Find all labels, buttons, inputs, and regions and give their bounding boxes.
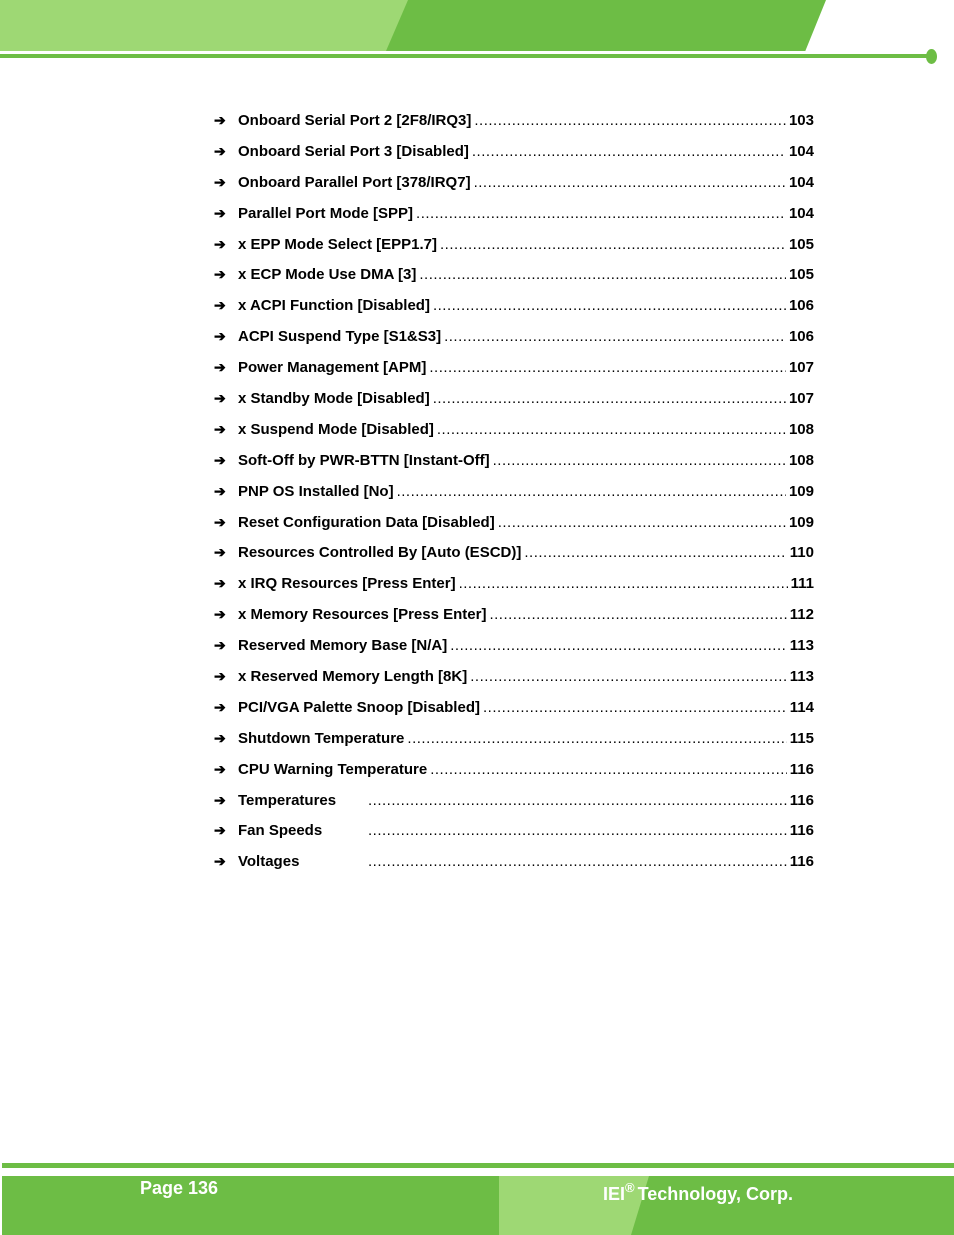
toc-entry-label: Power Management [APM] bbox=[238, 359, 427, 377]
toc-entry-page: 106 bbox=[788, 297, 814, 315]
right-arrow-icon: ➔ bbox=[214, 328, 226, 345]
toc-entry-page: 107 bbox=[788, 390, 814, 408]
toc-entry[interactable] bbox=[214, 143, 814, 174]
toc-entry[interactable] bbox=[214, 112, 814, 143]
toc-entry-label: x EPP Mode Select [EPP1.7] bbox=[238, 235, 437, 253]
dot-leader bbox=[524, 544, 786, 561]
toc-entry[interactable] bbox=[214, 668, 814, 699]
toc-entry-page: 105 bbox=[788, 266, 814, 284]
page-number: Page 136 bbox=[140, 1178, 219, 1198]
right-arrow-icon: ➔ bbox=[214, 513, 226, 530]
toc-entry[interactable] bbox=[214, 421, 814, 452]
right-arrow-icon: ➔ bbox=[214, 822, 226, 839]
dot-leader bbox=[437, 421, 786, 438]
right-arrow-icon: ➔ bbox=[214, 606, 226, 623]
footer-rule bbox=[2, 1163, 954, 1168]
dot-leader bbox=[444, 328, 786, 345]
right-arrow-icon: ➔ bbox=[214, 235, 226, 252]
toc-entry-label: x Memory Resources [Press Enter] bbox=[238, 606, 487, 624]
right-arrow-icon: ➔ bbox=[214, 420, 226, 437]
dot-leader bbox=[368, 853, 787, 870]
right-arrow-icon: ➔ bbox=[214, 390, 226, 407]
toc-entry-label: x Reserved Memory Length [8K] bbox=[238, 668, 468, 686]
dot-leader bbox=[419, 266, 786, 283]
toc-entry-label: x Suspend Mode [Disabled] bbox=[238, 420, 434, 438]
dot-leader bbox=[474, 112, 786, 129]
toc-entry-label: x ACPI Function [Disabled] bbox=[238, 297, 430, 315]
toc-entry-page: 104 bbox=[788, 204, 814, 222]
dot-leader bbox=[450, 637, 787, 654]
right-arrow-icon: ➔ bbox=[214, 668, 226, 685]
right-arrow-icon: ➔ bbox=[214, 266, 226, 283]
toc-entry-page: 113 bbox=[789, 668, 814, 686]
dot-leader bbox=[433, 390, 786, 407]
dot-leader bbox=[470, 668, 787, 685]
toc-entry[interactable] bbox=[214, 359, 814, 390]
toc-entry[interactable] bbox=[214, 483, 814, 514]
dot-leader bbox=[416, 205, 786, 222]
dot-leader bbox=[397, 483, 786, 500]
right-arrow-icon: ➔ bbox=[214, 853, 226, 870]
brand-name: IEI bbox=[603, 1184, 626, 1204]
toc-entry-page: 108 bbox=[788, 451, 814, 469]
dot-leader bbox=[459, 575, 788, 592]
toc-entry-label: CPU Warning Temperature bbox=[238, 760, 428, 778]
toc-entry[interactable] bbox=[214, 297, 814, 328]
header-banner-dark bbox=[386, 0, 826, 51]
toc-entry-label: Reset Configuration Data [Disabled] bbox=[238, 513, 495, 531]
toc-entry[interactable] bbox=[214, 236, 814, 267]
toc-entry-page: 111 bbox=[790, 575, 814, 593]
toc-entry[interactable] bbox=[214, 544, 814, 575]
toc-entry-label: Parallel Port Mode [SPP] bbox=[238, 204, 414, 222]
toc-entry-label: x Standby Mode [Disabled] bbox=[238, 390, 430, 408]
right-arrow-icon: ➔ bbox=[214, 637, 226, 654]
toc-entry-page: 116 bbox=[789, 853, 814, 871]
right-arrow-icon: ➔ bbox=[214, 698, 226, 715]
toc-entry[interactable] bbox=[214, 328, 814, 359]
right-arrow-icon: ➔ bbox=[214, 451, 226, 468]
right-arrow-icon: ➔ bbox=[214, 791, 226, 808]
toc-entry[interactable] bbox=[214, 514, 814, 545]
dot-leader bbox=[407, 730, 786, 747]
toc-entry-page: 104 bbox=[788, 173, 814, 191]
registered-mark: ® bbox=[625, 1180, 635, 1195]
dot-leader bbox=[429, 359, 786, 376]
toc-entry-label: x ECP Mode Use DMA [3] bbox=[238, 266, 417, 284]
dot-leader bbox=[368, 792, 787, 809]
right-arrow-icon: ➔ bbox=[214, 729, 226, 746]
toc-entry[interactable] bbox=[214, 699, 814, 730]
header-banner-light bbox=[0, 0, 420, 51]
right-arrow-icon: ➔ bbox=[214, 575, 226, 592]
right-arrow-icon: ➔ bbox=[214, 760, 226, 777]
toc-entry-page: 112 bbox=[789, 606, 814, 624]
toc-entry-page: 110 bbox=[789, 544, 814, 562]
toc-entry-page: 109 bbox=[788, 482, 814, 500]
toc-entry-label: PCI/VGA Palette Snoop [Disabled] bbox=[238, 698, 480, 716]
toc-entry-page: 109 bbox=[788, 513, 814, 531]
toc-entry[interactable] bbox=[214, 266, 814, 297]
toc-entry[interactable] bbox=[214, 174, 814, 205]
toc-entry-page: 113 bbox=[789, 637, 814, 655]
toc-entry-page: 116 bbox=[789, 791, 814, 809]
dot-leader bbox=[474, 174, 786, 191]
right-arrow-icon: ➔ bbox=[214, 173, 226, 190]
right-arrow-icon: ➔ bbox=[214, 544, 226, 561]
toc-entry-label: Onboard Parallel Port [378/IRQ7] bbox=[238, 173, 471, 191]
dot-leader bbox=[483, 699, 787, 716]
company-name bbox=[603, 1180, 793, 1205]
toc-entry-label: Shutdown Temperature bbox=[238, 729, 405, 747]
toc-entry-label: Resources Controlled By [Auto (ESCD)] bbox=[238, 544, 522, 562]
toc-entry-label: Onboard Serial Port 3 [Disabled] bbox=[238, 142, 469, 160]
toc-entry-page: 116 bbox=[789, 760, 814, 778]
toc-entry[interactable] bbox=[214, 452, 814, 483]
right-arrow-icon: ➔ bbox=[214, 112, 226, 128]
toc-entry-page: 108 bbox=[788, 420, 814, 438]
toc-entry[interactable] bbox=[214, 761, 814, 792]
toc-entry-label: ACPI Suspend Type [S1&S3] bbox=[238, 328, 442, 346]
brand-suffix: Technology, Corp. bbox=[637, 1184, 793, 1204]
toc-entry[interactable] bbox=[214, 606, 814, 637]
toc-entry[interactable] bbox=[214, 792, 814, 823]
toc-entry-label: Soft-Off by PWR-BTTN [Instant-Off] bbox=[238, 451, 490, 469]
dot-leader bbox=[498, 514, 786, 531]
toc-entry[interactable] bbox=[214, 730, 814, 761]
toc-entry[interactable] bbox=[214, 822, 814, 853]
dot-leader bbox=[433, 297, 786, 314]
toc-entry[interactable] bbox=[214, 637, 814, 668]
table-of-contents bbox=[214, 112, 814, 884]
toc-entry-label: Temperatures bbox=[238, 791, 337, 809]
right-arrow-icon: ➔ bbox=[214, 359, 226, 376]
dot-leader bbox=[368, 822, 787, 839]
dot-leader bbox=[430, 761, 787, 778]
toc-entry-label: Fan Speeds bbox=[238, 822, 323, 840]
toc-entry-page: 107 bbox=[788, 359, 814, 377]
toc-entry-page: 115 bbox=[789, 729, 814, 747]
dot-leader bbox=[493, 452, 786, 469]
toc-entry[interactable] bbox=[214, 575, 814, 606]
header-rule bbox=[0, 54, 930, 58]
toc-entry-page: 116 bbox=[789, 822, 814, 840]
toc-entry-label: Reserved Memory Base [N/A] bbox=[238, 637, 448, 655]
toc-entry-label: x IRQ Resources [Press Enter] bbox=[238, 575, 456, 593]
toc-entry-page: 103 bbox=[788, 112, 814, 129]
toc-entry-label: Onboard Serial Port 2 [2F8/IRQ3] bbox=[238, 112, 472, 129]
toc-entry[interactable] bbox=[214, 390, 814, 421]
toc-entry-page: 104 bbox=[788, 142, 814, 160]
toc-entry[interactable] bbox=[214, 205, 814, 236]
toc-entry[interactable] bbox=[214, 853, 814, 884]
header-rule-end-cap bbox=[926, 49, 937, 64]
toc-entry-page: 114 bbox=[789, 698, 814, 716]
toc-entry-page: 105 bbox=[788, 235, 814, 253]
right-arrow-icon: ➔ bbox=[214, 142, 226, 159]
dot-leader bbox=[472, 143, 786, 160]
right-arrow-icon: ➔ bbox=[214, 297, 226, 314]
right-arrow-icon: ➔ bbox=[214, 204, 226, 221]
toc-entry-page: 106 bbox=[788, 328, 814, 346]
toc-entry-label: Voltages bbox=[238, 853, 300, 871]
toc-entry-label: PNP OS Installed [No] bbox=[238, 482, 394, 500]
right-arrow-icon: ➔ bbox=[214, 482, 226, 499]
dot-leader bbox=[440, 236, 786, 253]
dot-leader bbox=[489, 606, 786, 623]
